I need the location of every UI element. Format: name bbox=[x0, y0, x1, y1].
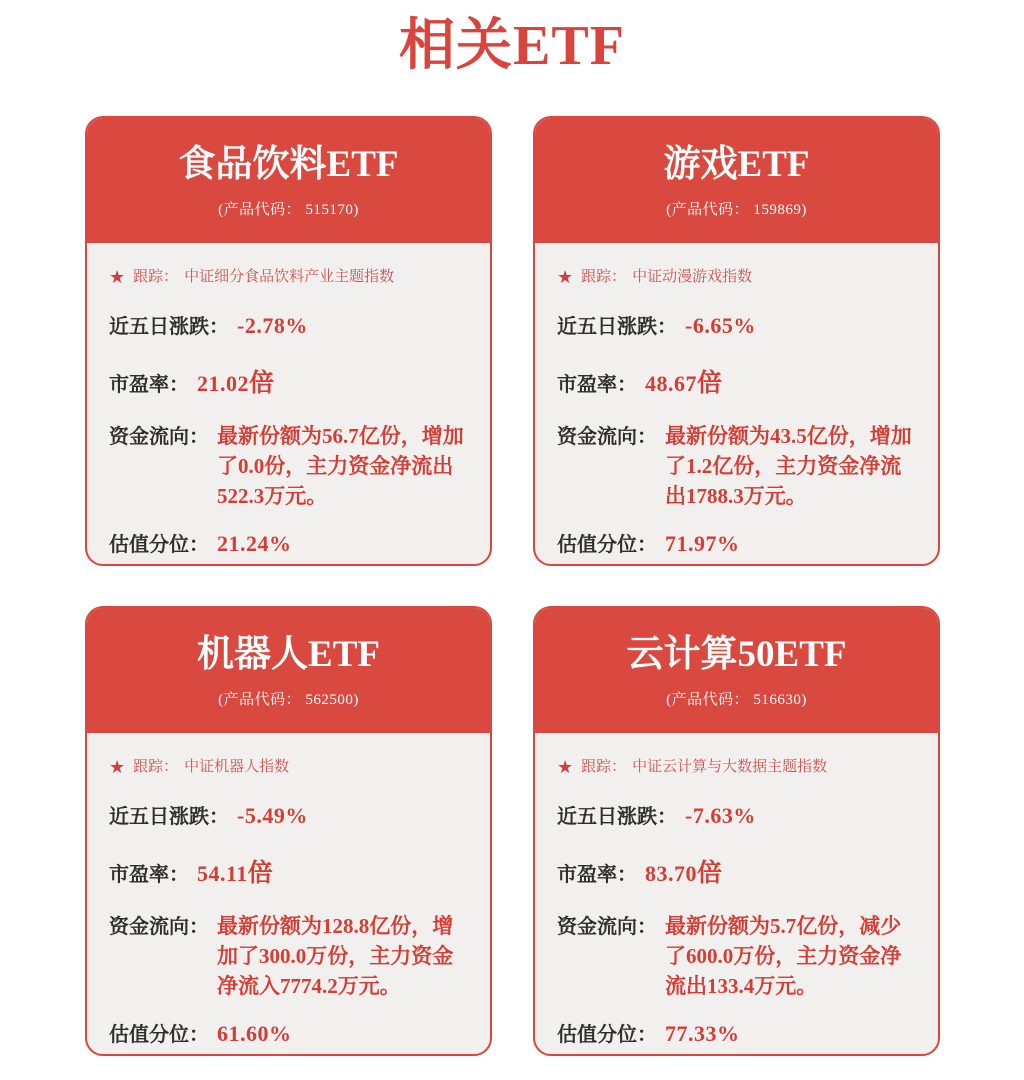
five-day-change-label: 近五日涨跌： bbox=[557, 806, 677, 828]
five-day-change-label: 近五日涨跌： bbox=[109, 316, 229, 338]
pe-ratio-label: 市盈率： bbox=[557, 374, 637, 396]
track-label: 跟踪： bbox=[133, 268, 179, 285]
pe-ratio-value: 54.11 bbox=[197, 861, 248, 886]
etf-name: 游戏ETF bbox=[663, 144, 810, 185]
fund-flow-label: 资金流向： bbox=[557, 426, 657, 448]
tracked-index-row bbox=[557, 267, 916, 286]
etf-card-game bbox=[533, 116, 940, 566]
valuation-percentile-value: 77.33% bbox=[665, 1021, 740, 1046]
five-day-change-value: -2.78% bbox=[237, 313, 308, 338]
pe-ratio-row bbox=[557, 853, 916, 890]
fund-flow-value: 最新份额为5.7亿份，减少了600.0万份，主力资金净流出133.4万元。 bbox=[665, 914, 902, 998]
tracked-index-name: 中证细分食品饮料产业主题指数 bbox=[184, 268, 395, 285]
valuation-percentile-row bbox=[109, 1019, 468, 1050]
tracked-index-row bbox=[109, 757, 468, 776]
five-day-change-value: -5.49% bbox=[237, 803, 308, 828]
pe-ratio-unit: 倍 bbox=[249, 369, 275, 397]
fund-flow-value: 最新份额为56.7亿份，增加了0.0份，主力资金净流出522.3万元。 bbox=[217, 424, 464, 508]
pe-ratio-row bbox=[109, 853, 468, 890]
five-day-change-row bbox=[557, 311, 916, 342]
pe-ratio-unit: 倍 bbox=[697, 369, 723, 397]
card-body bbox=[535, 733, 938, 1056]
five-day-change-row bbox=[557, 801, 916, 832]
card-header bbox=[87, 608, 490, 733]
product-code: (产品代码： 515170) bbox=[218, 202, 359, 218]
product-code: (产品代码： 159869) bbox=[666, 202, 807, 218]
pe-ratio-unit: 倍 bbox=[247, 859, 273, 887]
five-day-change-value: -7.63% bbox=[685, 803, 756, 828]
card-header bbox=[535, 608, 938, 733]
fund-flow-row bbox=[557, 421, 916, 511]
valuation-percentile-row bbox=[557, 529, 916, 560]
star-icon: ★ bbox=[109, 756, 126, 777]
product-code: (产品代码： 562500) bbox=[218, 692, 359, 708]
valuation-percentile-label: 估值分位： bbox=[557, 534, 657, 556]
tracked-index-name: 中证机器人指数 bbox=[184, 758, 290, 775]
etf-card-robot bbox=[85, 606, 492, 1056]
fund-flow-label: 资金流向： bbox=[109, 916, 209, 938]
pe-ratio-value: 83.70 bbox=[645, 861, 697, 886]
fund-flow-row bbox=[109, 911, 468, 1001]
etf-card-cloud-computing bbox=[533, 606, 940, 1056]
valuation-percentile-row bbox=[557, 1019, 916, 1050]
star-icon: ★ bbox=[557, 266, 574, 287]
pe-ratio-label: 市盈率： bbox=[109, 864, 189, 886]
five-day-change-row bbox=[109, 801, 468, 832]
tracked-index-row bbox=[109, 267, 468, 286]
pe-ratio-label: 市盈率： bbox=[109, 374, 189, 396]
five-day-change-row bbox=[109, 311, 468, 342]
fund-flow-label: 资金流向： bbox=[557, 916, 657, 938]
pe-ratio-row bbox=[109, 363, 468, 400]
product-code: (产品代码： 516630) bbox=[666, 692, 807, 708]
etf-name: 机器人ETF bbox=[197, 634, 380, 675]
fund-flow-value: 最新份额为43.5亿份，增加了1.2亿份，主力资金净流出1788.3万元。 bbox=[665, 424, 912, 508]
tracked-index-row bbox=[557, 757, 916, 776]
etf-card-food-beverage bbox=[85, 116, 492, 566]
etf-name: 云计算50ETF bbox=[626, 634, 847, 675]
card-header bbox=[535, 118, 938, 243]
fund-flow-label: 资金流向： bbox=[109, 426, 209, 448]
pe-ratio-unit: 倍 bbox=[697, 859, 723, 887]
page-title: 相关ETF bbox=[399, 15, 625, 77]
card-body bbox=[87, 243, 490, 566]
pe-ratio-label: 市盈率： bbox=[557, 864, 637, 886]
card-body bbox=[87, 733, 490, 1056]
card-body bbox=[535, 243, 938, 566]
track-label: 跟踪： bbox=[581, 268, 627, 285]
tracked-index-name: 中证动漫游戏指数 bbox=[632, 268, 753, 285]
valuation-percentile-value: 71.97% bbox=[665, 531, 740, 556]
fund-flow-row bbox=[557, 911, 916, 1001]
star-icon: ★ bbox=[109, 266, 126, 287]
five-day-change-label: 近五日涨跌： bbox=[109, 806, 229, 828]
valuation-percentile-row bbox=[109, 529, 468, 560]
five-day-change-value: -6.65% bbox=[685, 313, 756, 338]
valuation-percentile-label: 估值分位： bbox=[109, 1024, 209, 1046]
valuation-percentile-value: 61.60% bbox=[217, 1021, 292, 1046]
valuation-percentile-value: 21.24% bbox=[217, 531, 292, 556]
pe-ratio-value: 48.67 bbox=[645, 371, 697, 396]
card-header bbox=[87, 118, 490, 243]
fund-flow-value: 最新份额为128.8亿份，增加了300.0万份，主力资金净流入7774.2万元。 bbox=[217, 914, 454, 998]
five-day-change-label: 近五日涨跌： bbox=[557, 316, 677, 338]
track-label: 跟踪： bbox=[133, 758, 179, 775]
fund-flow-row bbox=[109, 421, 468, 511]
valuation-percentile-label: 估值分位： bbox=[557, 1024, 657, 1046]
etf-name: 食品饮料ETF bbox=[178, 144, 399, 185]
valuation-percentile-label: 估值分位： bbox=[109, 534, 209, 556]
etf-cards-grid bbox=[85, 116, 940, 1056]
star-icon: ★ bbox=[557, 756, 574, 777]
tracked-index-name: 中证云计算与大数据主题指数 bbox=[632, 758, 828, 775]
track-label: 跟踪： bbox=[581, 758, 627, 775]
pe-ratio-row bbox=[557, 363, 916, 400]
pe-ratio-value: 21.02 bbox=[197, 371, 249, 396]
